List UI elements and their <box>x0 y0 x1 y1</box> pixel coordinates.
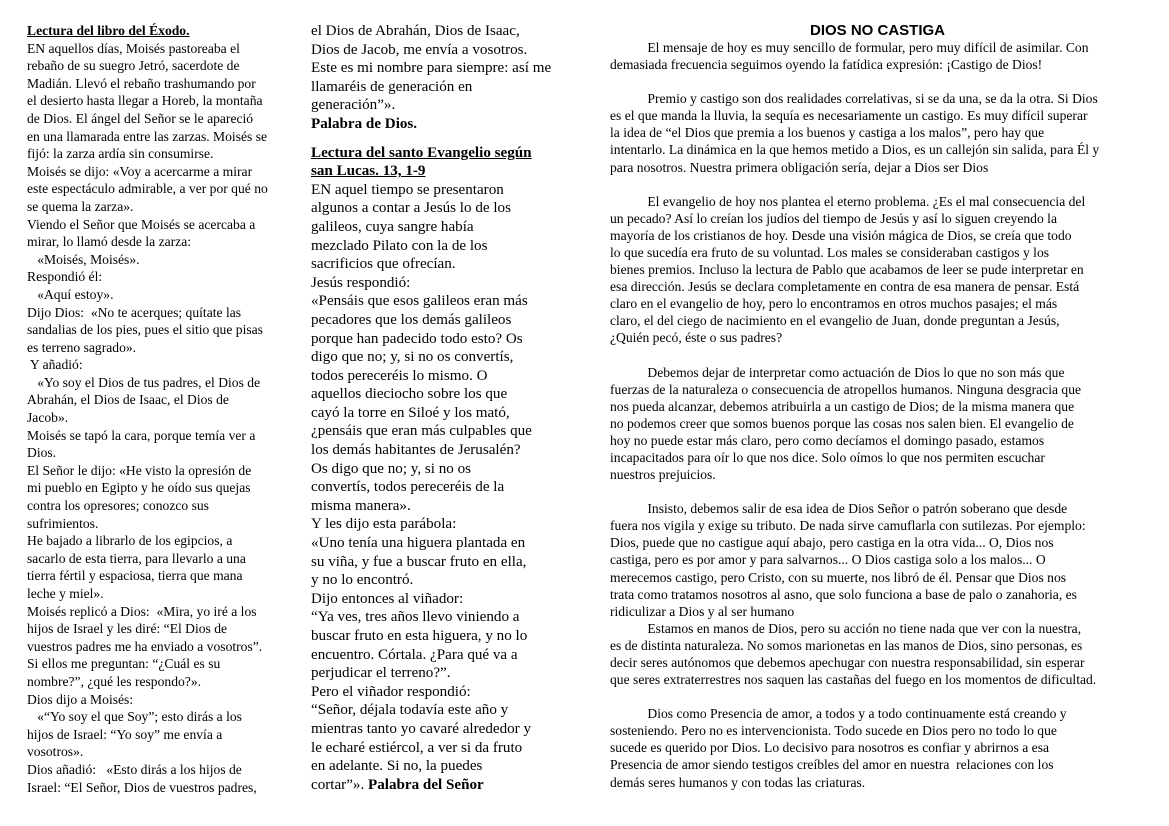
reading-line <box>27 620 302 638</box>
reading-line-text: Abrahán, el Dios de Isaac, el Dios de <box>27 392 229 408</box>
reading-closing <box>311 115 559 134</box>
gospel-line-text: algunos a contar a Jesús lo de los <box>311 200 511 217</box>
gospel-line <box>311 385 559 404</box>
gospel-line-text: “Señor, déjala todavía este año y <box>311 702 509 719</box>
reading-line-text: EN aquellos días, Moisés pastoreaba el <box>27 40 240 56</box>
gospel-line <box>311 404 559 423</box>
reading-line-text: de Dios. El ángel del Señor se le apareció <box>27 110 254 126</box>
gospel-line-text: ¿pensáis que eran más culpables que <box>311 423 532 440</box>
reading-line-text: Dios. <box>27 445 57 461</box>
homily-line: trata como tratamos nosotros al asno, que solo funciona a base de palo o zanahoria, es <box>610 586 1077 602</box>
gospel-line-text: Jesús respondió: <box>311 274 411 291</box>
reading-heading <box>27 22 302 40</box>
reading-line <box>311 96 559 115</box>
homily-line: nos pueda alcanzar, debemos atribuirla a un castigo de Dios; de la misma manera que <box>610 398 1075 414</box>
gospel-line-closing: Palabra del Señor <box>368 776 484 793</box>
reading-line-text: Dios de Jacob, me envía a vosotros. <box>311 41 528 58</box>
reading-line-text: Dios añadió: «Esto dirás a los hijos de <box>27 761 242 777</box>
homily-line: fuerzas de la naturaleza o consecuencia de atropellos humanos. Ninguna desgracia que <box>610 381 1082 397</box>
homily-line: no podemos creer que somos buenos porque las cosas nos salen bien. El evangelio de <box>610 415 1074 431</box>
reading-line <box>27 515 302 533</box>
reading-line-text: leche y miel». <box>27 586 104 601</box>
reading-line-text: llamaréis de generación en <box>311 78 473 95</box>
gospel-line-text: Y les dijo esta parábola: <box>311 516 457 533</box>
reading-line-text: El Señor le dijo: «He visto la opresión de <box>27 462 252 478</box>
reading-line-text: mi pueblo en Egipto y he oído sus quejas <box>27 480 251 496</box>
gospel-line-text: EN aquel tiempo se presentaron <box>311 181 504 198</box>
gospel-line <box>311 515 559 534</box>
reading-line <box>27 550 302 568</box>
gospel-line-text: Os digo que no; y, si no os <box>311 460 472 477</box>
gospel-line <box>311 199 559 218</box>
homily-line: bienes premios. Incluso la lectura de Pablo que acabamos de leer se pude interpretar en <box>610 262 1084 278</box>
gospel-line-text: los demás habitantes de Jerusalén? <box>311 442 521 459</box>
gospel-line <box>311 218 559 237</box>
gospel-line-text: digo que no; y, si no os convertís, <box>311 349 514 366</box>
gospel-line <box>311 478 559 497</box>
homily-line: la idea de “el Dios que premia a los buenos y castiga a los malos”, pero hay que <box>610 125 1045 141</box>
reading-line-text: Dijo Dios: «No te acerques; quítate las <box>27 304 242 320</box>
gospel-line-text: pecadores que los demás galileos <box>311 311 512 328</box>
homily-line: castiga, pero es por amor y para salvarnos... O Dios castiga solo a los malos... O <box>610 552 1046 568</box>
gospel-line <box>311 534 559 553</box>
gospel-line-text: cortar”». <box>311 776 368 793</box>
reading-line-text: tierra fértil y espaciosa, tierra que mana <box>27 568 243 584</box>
homily-line: merecemos castigo, pero Cristo, con su muerte, nos libró de él. Pensar que Dios nos <box>610 569 1067 585</box>
reading-line <box>27 427 302 445</box>
gospel-line <box>311 571 559 590</box>
reading-line <box>27 163 302 181</box>
reading-line-text: He bajado a librarlo de los egipcios, a <box>27 533 233 549</box>
reading-line <box>27 603 302 621</box>
homily-line: nuestros prejuicios. <box>610 467 716 483</box>
reading-line-text: sacarlo de esta tierra, para llevarlo a una <box>27 550 246 566</box>
reading-line <box>27 761 302 779</box>
homily-line: El evangelio de hoy nos plantea el eterno problema. ¿Es el mal consecuencia del <box>610 193 1086 209</box>
reading-line <box>27 444 302 462</box>
gospel-line-text: le echaré estiércol, a ver si da fruto <box>311 739 523 756</box>
homily-column <box>610 22 1145 791</box>
gospel-heading-text: san Lucas. 13, 1-9 <box>311 163 426 180</box>
reading-heading-text: Lectura del libro del Éxodo. <box>27 23 190 38</box>
homily-line: El mensaje de hoy es muy sencillo de formular, pero muy difícil de asimilar. Con <box>610 40 1089 55</box>
gospel-line <box>311 664 559 683</box>
reading-line <box>27 409 302 427</box>
reading-line-text: Madián. Llevó el rebaño trashumando por <box>27 75 256 91</box>
reading-line-text: Dios dijo a Moisés: <box>27 691 134 707</box>
spacer <box>311 134 559 144</box>
homily-line: ridiculizar a Dios y al ser humano <box>610 603 795 619</box>
homily-paragraph <box>610 705 1145 790</box>
reading-line <box>27 251 302 269</box>
spacer <box>610 176 1145 193</box>
gospel-line-text: Dijo entonces al viñador: <box>311 590 464 607</box>
reading-line <box>27 339 302 357</box>
reading-line <box>27 691 302 709</box>
homily-line: sosteniendo. Pero no es intervencionista. Todo sucede en Dios pero no todo lo que <box>610 723 1057 739</box>
gospel-line-text: «Uno tenía una higuera plantada en <box>311 535 526 552</box>
spacer <box>610 73 1145 90</box>
homily-line: Debemos dejar de interpretar como actuación de Dios lo que no son más que <box>610 364 1065 380</box>
reading-line <box>27 567 302 585</box>
gospel-line <box>311 701 559 720</box>
gospel-line-text: galileos, cuya sangre había <box>311 218 474 235</box>
spacer <box>610 347 1145 364</box>
homily-line: esa dirección. Jesús se declara completamente en contra de esa manera de pensar. Está <box>610 279 1080 295</box>
reading-line-text: Jacob». <box>27 410 69 426</box>
reading-line <box>27 462 302 480</box>
reading-line <box>27 585 302 603</box>
gospel-line-text: su viña, y fue a buscar fruto en ella, <box>311 553 527 570</box>
gospel-line-text: convertís, todos pereceréis de la <box>311 479 505 496</box>
reading-line-text: Moisés se dijo: «Voy a acercarme a mirar <box>27 163 253 179</box>
reading-line <box>27 779 302 797</box>
homily-paragraph <box>610 193 1145 347</box>
reading-line <box>27 638 302 656</box>
reading-line-text: Si ellos me preguntan: “¿Cuál es su <box>27 656 221 672</box>
reading-line-text: vosotros». <box>27 744 84 760</box>
gospel-line-text: “Ya ves, tres años llevo viniendo a <box>311 609 520 626</box>
reading-line <box>27 726 302 744</box>
reading-line-text: nombre?”, ¿qué les respondo?». <box>27 673 202 689</box>
homily-line: hoy no puede estar más claro, pero como decíamos el domingo pasado, estamos <box>610 432 1045 448</box>
gospel-line-text: en adelante. Si no, la puedes <box>311 758 483 775</box>
gospel-reading-column <box>311 22 559 794</box>
reading-line <box>27 374 302 392</box>
reading-line-text: se quema la zarza». <box>27 198 134 214</box>
homily-line: mayoría de los cristianos de hoy. Desde una visión mágica de Dios, se creía que todo <box>610 227 1072 243</box>
gospel-line <box>311 330 559 349</box>
reading-line-text: este espectáculo admirable, a ver por qué no <box>27 181 268 197</box>
reading-line <box>27 286 302 304</box>
reading-line <box>27 75 302 93</box>
gospel-heading <box>311 144 559 163</box>
reading-line <box>27 356 302 374</box>
gospel-line <box>311 460 559 479</box>
homily-line: es el que manda la lluvia, la sequía es necesariamente un castigo. Es muy difícil superar <box>610 108 1088 124</box>
reading-line-text: el Dios de Abrahán, Dios de Isaac, <box>311 23 520 39</box>
homily-line: Dios, puede que no castigue aquí abajo, pero castiga en la otra vida... O, Dios nos <box>610 535 1054 551</box>
gospel-line <box>311 553 559 572</box>
gospel-line-text: mezclado Pilato con la de los <box>311 237 488 254</box>
homily-paragraph <box>610 364 1145 484</box>
homily-line: que seres extraterrestres nos saquen las castañas del fuego en los momentos de dificultad. <box>610 672 1097 688</box>
gospel-line <box>311 590 559 609</box>
reading-line-text: Viendo el Señor que Moisés se acercaba a <box>27 216 256 232</box>
reading-line <box>27 268 302 286</box>
reading-line <box>27 233 302 251</box>
reading-line <box>311 41 559 60</box>
gospel-line <box>311 311 559 330</box>
gospel-line <box>311 497 559 516</box>
reading-line-text: Y añadió: <box>27 357 83 373</box>
gospel-line-text: perjudicar el terreno?”. <box>311 665 451 682</box>
gospel-line-text: cayó la torre en Siloé y los mató, <box>311 404 510 421</box>
homily-line: demás seres humanos y con todas las criaturas. <box>610 774 866 790</box>
reading-line-text: fijó: la zarza ardía sin consumirse. <box>27 146 214 162</box>
gospel-line <box>311 181 559 200</box>
reading-line-text: contra los opresores; conozco sus <box>27 498 209 514</box>
reading-line-text: «Moisés, Moisés». <box>27 251 140 267</box>
homily-line: Estamos en manos de Dios, pero su acción no tiene nada que ver con la nuestra, <box>610 620 1082 636</box>
reading-closing-text: Palabra de Dios. <box>311 115 418 132</box>
gospel-line <box>311 422 559 441</box>
gospel-line <box>311 646 559 665</box>
homily-line: Presencia de amor siendo testigos creíbles del amor en nuestra relaciones con los <box>610 757 1054 773</box>
reading-line <box>311 78 559 97</box>
reading-line-text: vuestros padres me ha enviado a vosotros”. <box>27 638 263 654</box>
reading-line-text: Este es mi nombre para siempre: así me <box>311 60 552 77</box>
reading-line-text: generación”». <box>311 97 396 114</box>
homily-line: claro, el del ciego de nacimiento en el evangelio de Juan, donde preguntan a Jesús, <box>610 313 1060 329</box>
reading-line <box>27 198 302 216</box>
reading-line <box>311 59 559 78</box>
reading-line <box>27 40 302 58</box>
reading-line <box>27 673 302 691</box>
reading-line <box>27 216 302 234</box>
gospel-line-text: mientras tanto yo cavaré alrededor y <box>311 720 532 737</box>
reading-line-text: Israel: “El Señor, Dios de vuestros padres, <box>27 779 257 795</box>
gospel-line <box>311 720 559 739</box>
reading-line-text: el desierto hasta llegar a Horeb, la montaña <box>27 93 263 109</box>
reading-line-text: hijos de Israel: “Yo soy” me envía a <box>27 726 223 742</box>
reading-line <box>27 497 302 515</box>
reading-line-text: hijos de Israel y les diré: “El Dios de <box>27 621 228 637</box>
gospel-line <box>311 274 559 293</box>
gospel-line-text: misma manera». <box>311 497 411 514</box>
reading-line <box>27 655 302 673</box>
gospel-line <box>311 441 559 460</box>
gospel-line-text: encuentro. Córtala. ¿Para qué va a <box>311 646 518 663</box>
spacer <box>610 483 1145 500</box>
gospel-line-text: sacrificios que ofrecían. <box>311 256 456 273</box>
gospel-line <box>311 292 559 311</box>
gospel-line <box>311 608 559 627</box>
reading-line-text: «“Yo soy el que Soy”; esto dirás a los <box>27 709 242 725</box>
gospel-line <box>311 739 559 758</box>
reading-line <box>27 57 302 75</box>
homily-line: demasiada frecuencia seguimos oyendo la fatídica expresión: ¡Castigo de Dios! <box>610 57 1043 73</box>
gospel-line <box>311 757 559 776</box>
gospel-line <box>311 627 559 646</box>
reading-line <box>27 180 302 198</box>
homily-line: Dios como Presencia de amor, a todos y a todo continuamente está creando y <box>610 706 1067 722</box>
homily-line: claro en el evangelio de hoy, pero lo encontramos en otros muchos pasajes; el más <box>610 296 1058 312</box>
reading-line <box>27 532 302 550</box>
reading-line <box>27 145 302 163</box>
reading-line <box>27 128 302 146</box>
reading-line <box>27 304 302 322</box>
homily-paragraph <box>610 90 1145 175</box>
spacer <box>610 688 1145 705</box>
reading-line <box>311 22 559 41</box>
gospel-line-text: todos pereceréis lo mismo. O <box>311 367 488 384</box>
gospel-line <box>311 348 559 367</box>
homily-line: para nosotros. Nuestra primera obligación sería, dejar a Dios ser Dios <box>610 159 989 175</box>
reading-line <box>27 743 302 761</box>
gospel-line <box>311 367 559 386</box>
homily-line: intentarlo. La dinámica en la que hemos metido a Dios, es un callejón sin salida, para Él y <box>610 142 1100 158</box>
reading-line-text: Moisés replicó a Dios: «Mira, yo iré a los <box>27 603 257 619</box>
reading-line <box>27 92 302 110</box>
reading-line-text: Moisés se tapó la cara, porque temía ver a <box>27 427 256 443</box>
gospel-line <box>311 683 559 702</box>
gospel-line-text: aquellos dieciocho sobre los que <box>311 386 508 403</box>
homily-line: fuera nos vigila y exige su tributo. De nada sirve camuflarla con sutilezas. Por ejemplo: <box>610 518 1086 534</box>
reading-line-text: Respondió él: <box>27 269 103 285</box>
reading-line <box>27 708 302 726</box>
reading-line <box>27 321 302 339</box>
exodus-reading-column <box>27 22 302 796</box>
gospel-heading <box>311 162 559 181</box>
homily-paragraph <box>610 39 1145 73</box>
gospel-heading-text: Lectura del santo Evangelio según <box>311 144 532 161</box>
homily-line: decir seres autónomos que debemos apechugar con nuestra responsabilidad, sin esperar <box>610 655 1085 670</box>
reading-line <box>27 391 302 409</box>
homily-line: lo que sucedía era fruto de su voluntad. Los males se consideraban castigos y los <box>610 244 1050 260</box>
reading-line-text: sufrimientos. <box>27 515 99 531</box>
gospel-line-text: porque han padecido todo esto? Os <box>311 330 523 347</box>
homily-line: incapacitados para oír lo que nos dice. Solo oímos lo que nos permiten escuchar <box>610 449 1045 465</box>
reading-line-text: «Aquí estoy». <box>27 286 114 302</box>
homily-line: Premio y castigo son dos realidades correlativas, si se da una, se da la otra. Si Dios <box>610 91 1098 107</box>
reading-line <box>27 110 302 128</box>
homily-title: DIOS NO CASTIGA <box>809 22 945 39</box>
gospel-line-text: y no lo encontró. <box>311 572 414 589</box>
gospel-line <box>311 237 559 256</box>
reading-line-text: es terreno sagrado». <box>27 339 137 355</box>
homily-line: es de distinta naturaleza. No somos marionetas en las manos de Dios, sino personas, es <box>610 637 1083 653</box>
gospel-line <box>311 255 559 274</box>
reading-line <box>27 479 302 497</box>
reading-line-text: «Yo soy el Dios de tus padres, el Dios de <box>27 374 261 390</box>
homily-line: Insisto, debemos salir de esa idea de Dios Señor o patrón soberano que desde <box>610 501 1068 517</box>
gospel-line-text: «Pensáis que esos galileos eran más <box>311 293 528 310</box>
reading-line-text: sandalias de los pies, pues el sitio que pisas <box>27 322 263 338</box>
gospel-line <box>311 776 559 795</box>
homily-line: sucede es querido por Dios. Lo decisivo para nosotros es confiar y abrirnos a esa <box>610 740 1050 756</box>
homily-line: ¿Quién pecó, éste o sus padres? <box>610 330 783 346</box>
reading-line-text: rebaño de su suegro Jetró, sacerdote de <box>27 58 240 74</box>
gospel-line-text: Pero el viñador respondió: <box>311 683 471 700</box>
reading-line-text: en una llamarada entre las zarzas. Moisés se <box>27 128 268 144</box>
homily-paragraph <box>610 500 1145 688</box>
gospel-line-text: buscar fruto en esta higuera, y no lo <box>311 628 528 644</box>
reading-line-text: mirar, lo llamó desde la zarza: <box>27 234 192 250</box>
homily-line: un pecado? Así lo creían los judíos del tiempo de Jesús y así lo siguen creyendo la <box>610 210 1057 226</box>
